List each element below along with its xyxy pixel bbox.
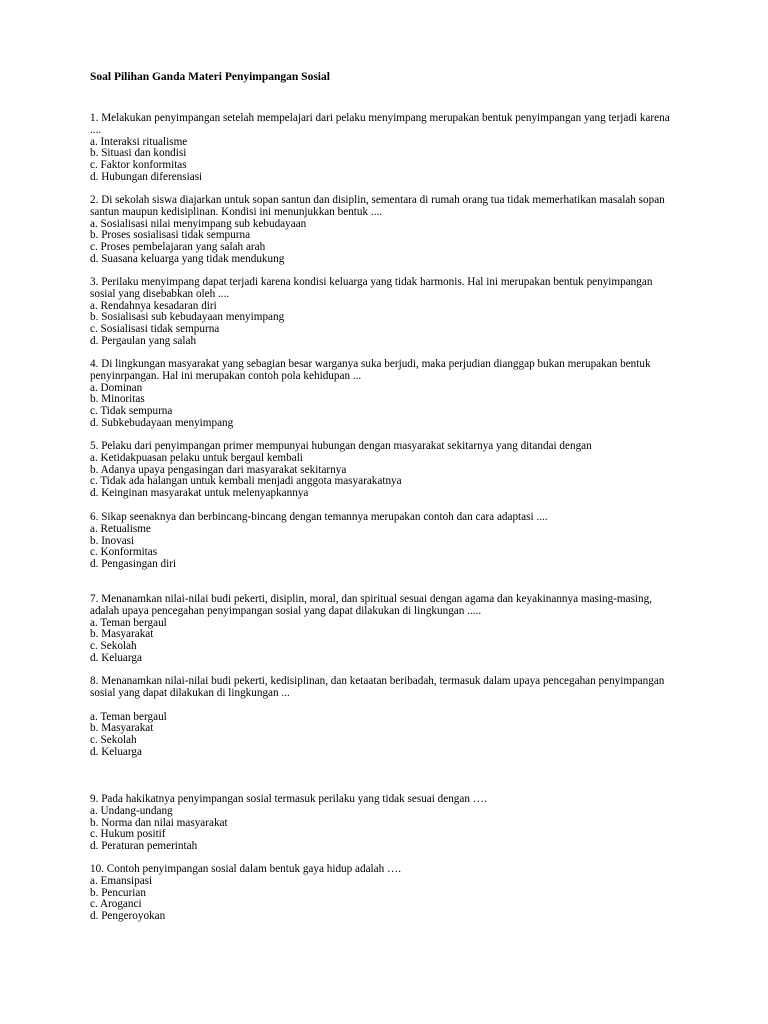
option-d: d. Suasana keluarga yang tidak mendukung	[90, 252, 285, 265]
question-9	[90, 794, 680, 853]
option-a: a. Sosialisasi nilai menyimpang sub kebudayaan	[90, 217, 307, 230]
question-stem: 5. Pelaku dari penyimpangan primer mempunyai hubungan dengan masyarakat sekitarnya yang ditandai dengan	[90, 440, 592, 452]
option-list	[90, 524, 680, 571]
option-list	[90, 712, 680, 759]
option-d: d. Pengasingan diri	[90, 558, 177, 571]
question-stem: 6. Sikap seenaknya dan berbincang-bincang dengan temannya merupakan contoh dan cara adaptasi ....	[90, 511, 548, 523]
option-c: c. Tidak sempurna	[90, 405, 173, 418]
question-5	[90, 441, 680, 500]
option-d: d. Keluarga	[90, 651, 142, 664]
option-list	[90, 806, 680, 853]
question-stem: 1. Melakukan penyimpangan setelah mempelajari dari pelaku menyimpang merupakan bentuk penyimpangan yang terjadi karena ....	[90, 112, 670, 136]
document-title: Soal Pilihan Ganda Materi Penyimpangan Sosial	[90, 71, 330, 83]
option-b: b. Norma dan nilai masyarakat	[90, 816, 228, 829]
option-a: a. Undang-undang	[90, 804, 173, 817]
question-stem: 8. Menanamkan nilai-nilai budi pekerti, kedisiplinan, dan ketaatan beribadah, termasuk dalam upaya pencegahan penyimpangan sosial yang dapat dilakukan di lingkungan ...	[90, 675, 665, 699]
option-a: a. Dominan	[90, 381, 143, 394]
question-stem: 7. Menanamkan nilai-nilai budi pekerti, disiplin, moral, dan spiritual sesuai dengan agama dan keyakinannya masing-masing, adalah upaya pencegahan penyimpangan sosial yang dapat dilakukan di lingkungan .....	[90, 593, 653, 617]
question-2	[90, 195, 680, 266]
option-b: b. Masyarakat	[90, 628, 154, 641]
option-d: d. Keluarga	[90, 745, 142, 758]
option-list	[90, 383, 680, 430]
option-c: c. Hukum positif	[90, 828, 166, 841]
option-b: b. Proses sosialisasi tidak sempurna	[90, 229, 251, 242]
option-a: a. Rendahnya kesadaran diri	[90, 299, 217, 312]
option-b: b. Adanya upaya pengasingan dari masyarakat sekitarnya	[90, 463, 347, 476]
question-stem: 4. Di lingkungan masyarakat yang sebagian besar warganya suka berjudi, maka perjudian dianggap bukan merupakan bentuk penyinrpangan. Hal ini merupakan contoh pola kehidupan ...	[90, 358, 651, 382]
option-list	[90, 137, 680, 184]
option-d: d. Hubungan diferensiasi	[90, 170, 203, 183]
blank-line	[90, 700, 680, 712]
question-stem: 9. Pada hakikatnya penyimpangan sosial termasuk perilaku yang tidak sesuai dengan ….	[90, 793, 487, 805]
question-7	[90, 594, 680, 665]
option-a: a. Emansipasi	[90, 874, 153, 887]
option-a: a. Interaksi ritualisme	[90, 135, 188, 148]
option-d: d. Pengeroyokan	[90, 910, 166, 923]
question-6	[90, 512, 680, 571]
option-list	[90, 301, 680, 348]
option-a: a. Ketidakpuasan pelaku untuk bergaul kembali	[90, 451, 303, 464]
question-8	[90, 676, 680, 759]
option-b: b. Sosialisasi sub kebudayaan menyimpang	[90, 311, 285, 324]
option-d: d. Pergaulan yang salah	[90, 334, 197, 347]
option-c: c. Tidak ada halangan untuk kembali menjadi anggota masyarakatnya	[90, 475, 402, 488]
option-d: d. Keinginan masyarakat untuk melenyapkannya	[90, 487, 309, 500]
question-1	[90, 113, 680, 184]
option-c: c. Sekolah	[90, 734, 137, 747]
question-3	[90, 277, 680, 348]
option-b: b. Pencurian	[90, 886, 146, 899]
option-list	[90, 876, 680, 923]
option-list	[90, 453, 680, 500]
option-d: d. Subkebudayaan menyimpang	[90, 416, 234, 429]
option-c: c. Faktor konformitas	[90, 159, 187, 172]
question-10	[90, 864, 680, 923]
question-stem: 10. Contoh penyimpangan sosial dalam bentuk gaya hidup adalah ….	[90, 863, 402, 875]
option-list	[90, 618, 680, 665]
option-b: b. Masyarakat	[90, 722, 154, 735]
option-c: c. Konformitas	[90, 546, 158, 559]
question-stem: 3. Perilaku menyimpang dapat terjadi karena kondisi keluarga yang tidak harmonis. Hal ini merupakan bentuk penyimpangan sosial yang disebabkan oleh ....	[90, 276, 653, 300]
option-c: c. Sosialisasi tidak sempurna	[90, 323, 220, 336]
question-stem: 2. Di sekolah siswa diajarkan untuk sopan santun dan disiplin, sementara di rumah orang tua tidak memerhatikan masalah sopan santun maupun kedisiplinan. Kondisi ini menunjukkan bentuk ....	[90, 194, 665, 218]
option-a: a. Teman bergaul	[90, 616, 167, 629]
option-c: c. Sekolah	[90, 640, 137, 653]
option-d: d. Peraturan pemerintah	[90, 840, 198, 853]
option-a: a. Retualisme	[90, 522, 151, 535]
option-a: a. Teman bergaul	[90, 710, 167, 723]
question-4	[90, 359, 680, 430]
option-b: b. Inovasi	[90, 534, 135, 547]
option-c: c. Aroganci	[90, 898, 142, 911]
option-c: c. Proses pembelajaran yang salah arah	[90, 241, 266, 254]
option-b: b. Situasi dan kondisi	[90, 147, 187, 160]
option-b: b. Minoritas	[90, 393, 145, 406]
option-list	[90, 219, 680, 266]
